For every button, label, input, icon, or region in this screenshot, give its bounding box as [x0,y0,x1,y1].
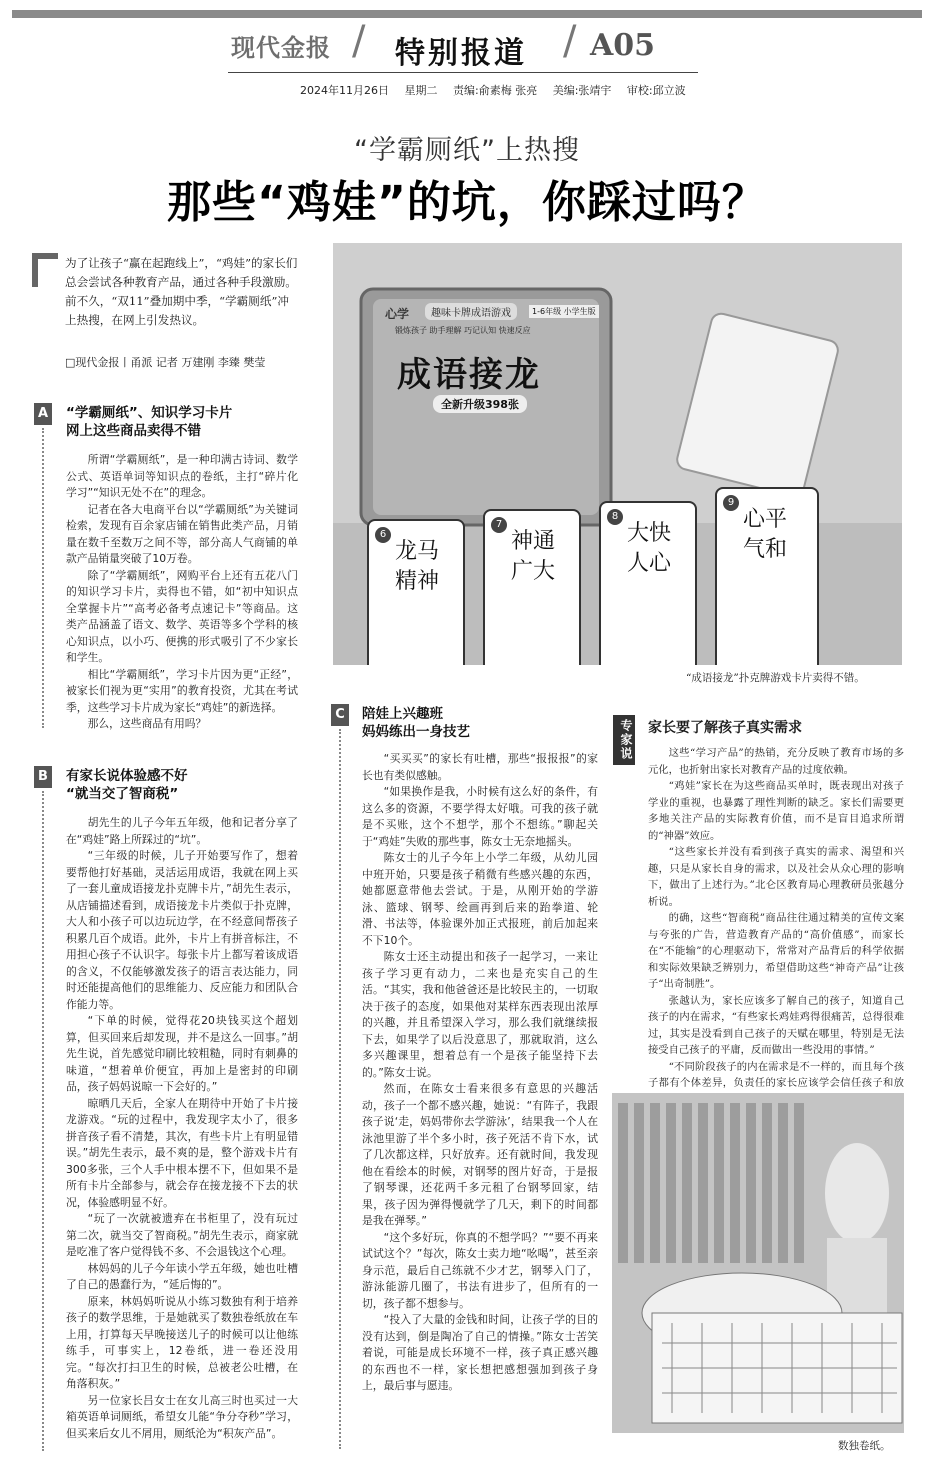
top-rule [12,10,922,18]
paragraph: 记者在各大电商平台以“学霸厕纸”为关键词检索，发现有百余家店铺在销售此类产品，月销量在数千至数万之间不等，部分高人气商铺的单款产品销量突破了10万卷。 [66,502,298,565]
paragraph: 另一位家长吕女士在女儿高三时也买过一大箱英语单词厕纸，希望女儿能“争分夺秒”学习，但买来后女儿不屑用，厕纸沦为“积灰产品”。 [66,1393,298,1440]
card-number: 7 [491,517,507,533]
headline: 那些“鸡娃”的坑，你踩过吗？ [167,177,767,228]
section-a-badge: A [34,403,52,425]
paragraph: 相比“学霸厕纸”，学习卡片因为更“正经”，被家长们视为更“实用”的教育投资，尤其在考试季，这些学习卡片成为家长“鸡娃”的新选择。 [66,667,298,714]
issue-date: 2024年11月26日 [300,84,389,97]
paragraph: 然而，在陈女士看来很多有意思的兴趣活动，孩子一个都不感兴趣，她说：“有阵子，我跟孩子说‘走，妈妈带你去学游泳’，结果我一个人在泳池里游了半个多小时，孩子死活不肯下水，试了几次都这样，只好放弃。还有就时间，我发现他在看绘本的时候，对钢琴的图片好奇，于是报了钢琴课，还花两千多元租了台钢琴回家，结果，孩子因为弹得慢就学了几天，剩下的时间都是我在弹琴。” [362,1082,598,1227]
page-number: A05 [590,28,656,63]
masthead-rule [228,72,698,73]
section-a-rule [42,428,44,728]
lead-corner-mark [32,253,58,287]
paragraph: “不同阶段孩子的内在需求是不一样的，而且每个孩子都有个体差异，负责任的家长应该学会信任孩子和放 [648,1060,904,1089]
paragraph: 张越认为，家长应该多了解自己的孩子，知道自己孩子的内在需求，“有些家长鸡娃鸡得很痛苦，总得很难过，其实是没看到自己孩子的天赋在哪里，特别是无法接受自己孩子的平庸，反而做出一些没用的事情。” [648,994,904,1056]
proof-credit: 审校:邱立波 [626,84,686,97]
section-c-rule [339,729,341,1449]
paragraph: “玩了一次就被遗弃在书柜里了，没有玩过第二次，就当交了智商税。”胡先生表示，商家就是吃准了客户觉得钱不多、不会退钱这个心理。 [66,1212,298,1258]
issue-weekday: 星期二 [404,84,438,97]
kicker: “学霸厕纸”上热搜 [354,135,580,166]
idiom-card [483,509,581,665]
section-c-title-line2: 妈妈练出一身技艺 [362,724,470,740]
issue-meta [300,82,698,98]
section-a-title-line2: 网上这些商品卖得不错 [66,423,201,439]
expert-label: 专家说 [613,715,635,765]
paragraph: “买买买”的家长有吐槽，那些“报报报”的家长也有类似感触。 [362,752,598,782]
paragraph: 除了“学霸厕纸”，网购平台上还有五花八门的知识学习卡片，卖得也不错，如“初中知识点全掌握卡片”“高考必备考点速记卡”等商品。这类产品涵盖了语文、数学、英语等多个学科的核心知识点，以小巧、便携的形式吸引了不少家长和学生。 [66,568,298,664]
paragraph: 的确，这些“智商税”商品往往通过精美的宣传文案与夸张的广告，营造教育产品的“高价值感”，而家长在“不能输”的心理驱动下，常常对产品背后的科学依据和实际效果缺乏辨别力，希望借助这些“神奇产品”让孩子“出奇制胜”。 [648,912,904,990]
idiom-card [599,501,697,665]
section-c-title [362,705,470,741]
sudoku-roll-caption: 数独卷纸。 [838,1440,891,1452]
section-b-rule [42,791,44,1451]
section-c-body [362,751,598,1395]
paragraph: “鸡娃”家长在为这些商品买单时，既表现出对孩子学业的重视，也暴露了理性判断的缺乏。家长们需要更多地关注产品的实际教育价值，而不是盲目追求所谓的“神器”效应。 [648,780,904,842]
section-c-title-line1: 陪娃上兴趣班 [362,706,443,722]
paragraph: “三年级的时候，儿子开始要写作了，想着要帮他打好基础，灵活运用成语，我就在网上买了一套儿童成语接龙扑克牌卡片，”胡先生表示，从店铺描述看到，成语接龙卡片类似于扑克牌，大人和小孩子可以边玩边学，在不经意间帮孩子积累几百个成语。此外，卡片上有拼音标注，不用担心孩子不认识字。每张卡片上都写着该成语的含义，不仅能够激发孩子的语言表达能力，同时还能提高他们的思维能力、反应能力和团队合作能力等。 [66,849,298,1011]
section-b-title-line1: 有家长说体验感不好 [66,768,188,784]
paragraph: “这个多好玩，你真的不想学吗？”“要不再来试试这个？”每次，陈女士卖力地“吆喝”，甚至亲身示范，最后自己练就不少才艺，钢琴入门了，游泳能游几圈了，书法有进步了，但所有的一切，孩子都不想参与。 [362,1230,598,1310]
paragraph: 陈女士还主动提出和孩子一起学习，一来让孩子学习更有动力，二来也是充实自己的生活。“其实，我和他爸爸还是比较民主的，一切取决于孩子的态度，如果他对某样东西表现出浓厚的兴趣，并且希望深入学习，那么我们就继续报下去，如果学了以后没意思了，那就取消，这么多兴趣课里，想着总有一个是孩子能坚持下去的。”陈女士说。 [362,950,598,1079]
paragraph: “这些家长并没有看到孩子真实的需求、渴望和兴趣，只是从家长自身的需求，以及社会从众心理的影响下，做出了上述行为。”北仑区教育局心理教研员张越分析说。 [648,846,904,908]
masthead-divider: / [352,18,366,64]
masthead-divider: / [563,18,577,64]
paragraph: 所谓“学霸厕纸”，是一种印满古诗词、数学公式、英语单词等知识点的卷纸，主打“碎片化学习”“知识无处不在”的理念。 [66,453,298,499]
section-b-body [66,815,298,1442]
card-game-photo [333,243,902,665]
editor-credit: 责编:俞素梅 张亮 [453,84,538,97]
paragraph: 晾晒几天后，全家人在期待中开始了卡片接龙游戏。“玩的过程中，我发现字太小了，很多拼音孩子看不清楚，其次，有些卡片上有明显错误。”胡先生表示，最不爽的是，整个游戏卡片有300多张，三个人手中根本摆不下，但如果不是所有卡片全部参与，就会存在接龙接不下去的状况，体验感明显不好。 [66,1096,298,1209]
lead-paragraph: 为了让孩子“赢在起跑线上”，“鸡娃”的家长们总会尝试各种教育产品，通过各种手段激励。前不久，“双11”叠加期中季，“学霸厕纸”冲上热搜，在网上引发热议。 [65,256,298,327]
byline: □现代金报丨甬派 记者 万建刚 李臻 樊莹 [65,356,266,369]
card-idiom: 大快人心 [627,521,672,576]
sudoku-roll-photo-art [612,1093,904,1433]
card-game-caption: “成语接龙”扑克牌游戏卡片卖得不错。 [686,672,865,684]
paragraph: 陈女士的儿子今年上小学二年级，从幼儿园中班开始，只要是孩子稍微有些感兴趣的东西，她都愿意带他去尝试。于是，从刚开始的学游泳、篮球、钢琴、绘画再到后来的跆拳道、轮滑、书法等，体验课外加正式报班，前后加起来不下10个。 [362,851,598,947]
paragraph: 那么，这些商品有用吗？ [87,717,207,730]
idiom-card [715,487,819,665]
card-idiom: 龙马精神 [395,539,440,594]
section-b-badge: B [34,766,52,788]
paragraph: “下单的时候，觉得花20块钱买这个超划算，但买回来后却发现，并不是这么一回事。”胡先生说，首先感觉印刷比较粗糙，同时有刺鼻的味道，“想着单价便宜，再加上是密封的印刷品，孩子妈妈说晾一下会好的。” [66,1014,298,1093]
box-brand: 心学 [385,307,410,321]
section-c-badge: C [331,704,349,726]
paper-name: 现代金报 [231,34,331,62]
card-number: 6 [375,527,391,543]
card-idiom: 神通广大 [511,529,556,584]
paragraph: 原来，林妈妈听说从小练习数独有利于培养孩子的数学思维，于是她就买了数独卷纸放在车上用，打算每天早晚接送儿子的时候可以让他练练手，可事实上，12卷纸，进一卷还没用完。“每次打扫卫生的时候，总被老公吐槽，在角落积灰。” [66,1294,298,1390]
idiom-card [367,519,465,665]
section-a-body [66,452,298,733]
section-b-title [66,767,188,803]
card-idiom: 心平气和 [743,507,788,562]
box-subtitle: 全新升级398张 [433,395,527,413]
box-grade: 1-6年级 小学生版 [529,305,599,318]
paragraph: “如果换作是我，小时候有这么好的条件，有这么多的资源，不要学得太好哦。可我的孩子就是不买账，这个不想学，那个不想练。”聊起关于“鸡娃”失败的那些事，陈女士无奈地摇头。 [362,785,598,848]
card-number: 8 [607,509,623,525]
card-number: 9 [723,495,739,511]
expert-title: 家长要了解孩子真实需求 [648,720,802,736]
box-label: 趣味卡牌成语游戏 [425,303,517,320]
box-tags: 锻炼孩子 助手理解 巧记认知 快速反应 [395,326,531,335]
sudoku-roll-photo [612,1093,904,1433]
designer-credit: 美编:张靖宇 [552,84,612,97]
paragraph: “投入了大量的金钱和时间，让孩子学的目的没有达到，倒是陶冶了自己的情操。”陈女士苦笑着说，可能是成长环境不一样，孩子真正感兴趣的东西也不一样，家长想把感想强加到孩子身上，最后事与愿违。 [362,1313,598,1392]
paragraph: 这些“学习产品”的热销，充分反映了教育市场的多元化，也折射出家长对教育产品的过度依赖。 [648,747,904,776]
paragraph: 林妈妈的儿子今年读小学五年级，她也吐槽了自己的愚蠢行为，“延后悔的”。 [66,1261,298,1291]
section-a-title-line1: “学霸厕纸”、知识学习卡片 [66,405,233,421]
section-b-title-line2: “就当交了智商税” [66,786,179,802]
section-a-title [66,404,232,440]
section-name: 特别报道 [395,36,527,71]
paragraph: 胡先生的儿子今年五年级，他和记者分享了在“鸡娃”路上所踩过的“坑”。 [66,816,298,846]
box-title: 成语接龙 [397,355,541,395]
